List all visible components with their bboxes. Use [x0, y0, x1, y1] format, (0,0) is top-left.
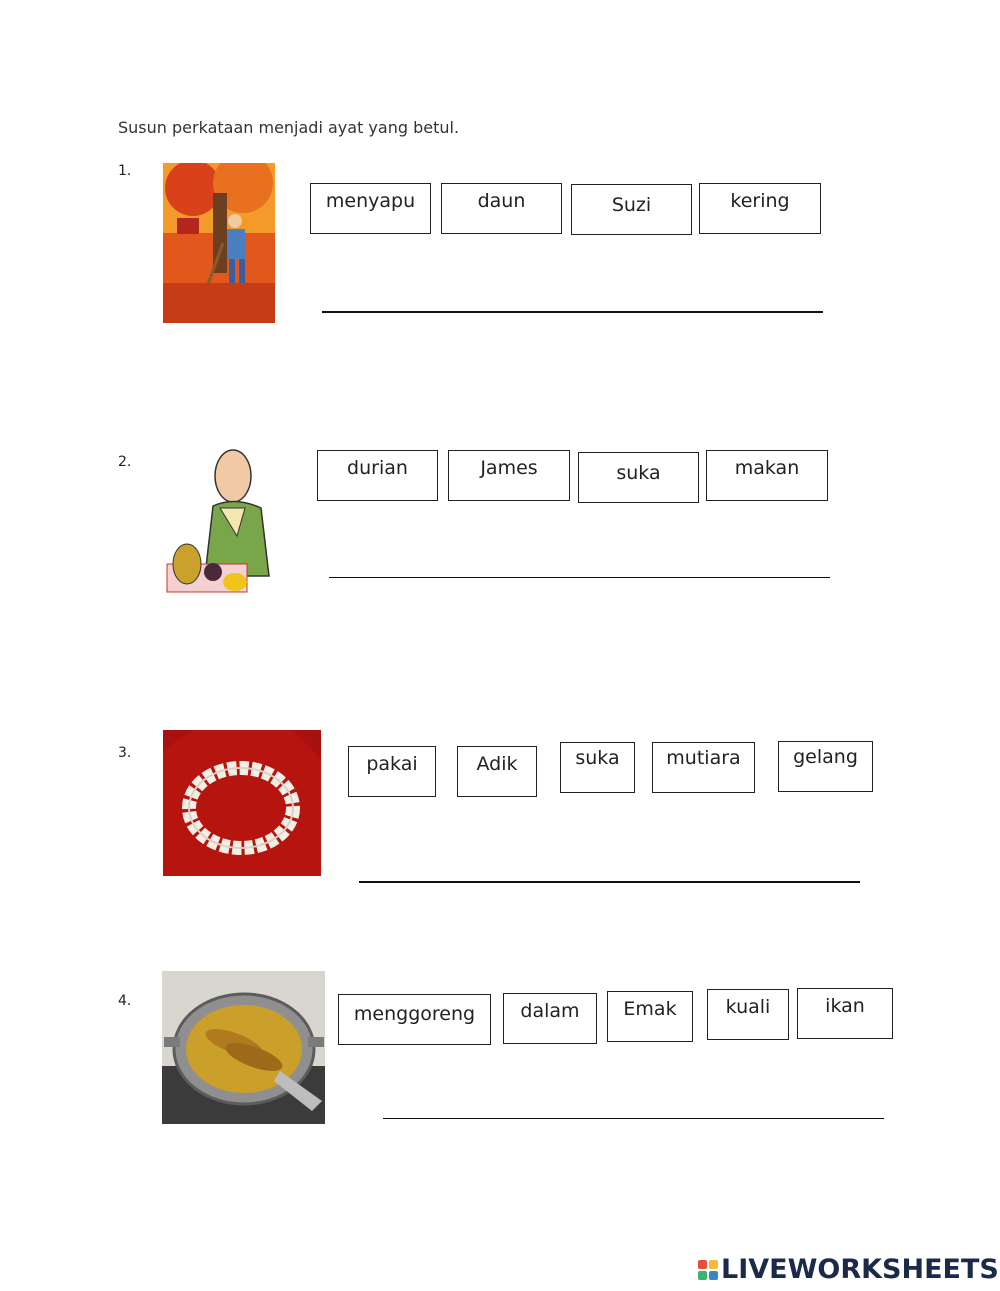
liveworksheets-logo [698, 1254, 999, 1285]
word-tile[interactable]: makan [706, 450, 828, 501]
word-tile[interactable]: kuali [707, 989, 789, 1040]
question-number: 3. [118, 745, 132, 761]
man-eating-durian-picture [165, 446, 277, 598]
word-tile[interactable]: durian [317, 450, 438, 501]
word-tile[interactable]: dalam [503, 993, 597, 1044]
word-tile[interactable]: Adik [457, 746, 537, 797]
pearl-bracelet-picture [163, 730, 321, 876]
word-tile[interactable]: ikan [797, 988, 893, 1039]
answer-line[interactable] [329, 577, 830, 578]
logo-squares-icon [698, 1260, 718, 1280]
question-number: 2. [118, 454, 132, 470]
question-number: 1. [118, 163, 132, 179]
word-tile[interactable]: suka [578, 452, 699, 503]
word-tile[interactable]: pakai [348, 746, 436, 797]
logo-square [709, 1260, 718, 1269]
word-tile[interactable]: suka [560, 742, 635, 793]
answer-line[interactable] [322, 311, 823, 313]
girl-sweeping-leaves-picture [163, 163, 275, 323]
word-tile[interactable]: James [448, 450, 570, 501]
instruction-text: Susun perkataan menjadi ayat yang betul. [118, 118, 460, 137]
logo-square [698, 1260, 707, 1269]
word-tile[interactable]: daun [441, 183, 562, 234]
brand-name: LIVEWORKSHEETS [721, 1254, 999, 1285]
question-number: 4. [118, 993, 132, 1009]
word-tile[interactable]: gelang [778, 741, 873, 792]
word-tile[interactable]: mutiara [652, 742, 755, 793]
word-tile[interactable]: Emak [607, 991, 693, 1042]
logo-square [698, 1271, 707, 1280]
answer-line[interactable] [383, 1118, 884, 1119]
frying-fish-wok-picture [162, 971, 325, 1124]
logo-square [709, 1271, 718, 1280]
word-tile[interactable]: kering [699, 183, 821, 234]
answer-line[interactable] [359, 881, 860, 883]
word-tile[interactable]: Suzi [571, 184, 692, 235]
word-tile[interactable]: menyapu [310, 183, 431, 234]
word-tile[interactable]: menggoreng [338, 994, 491, 1045]
